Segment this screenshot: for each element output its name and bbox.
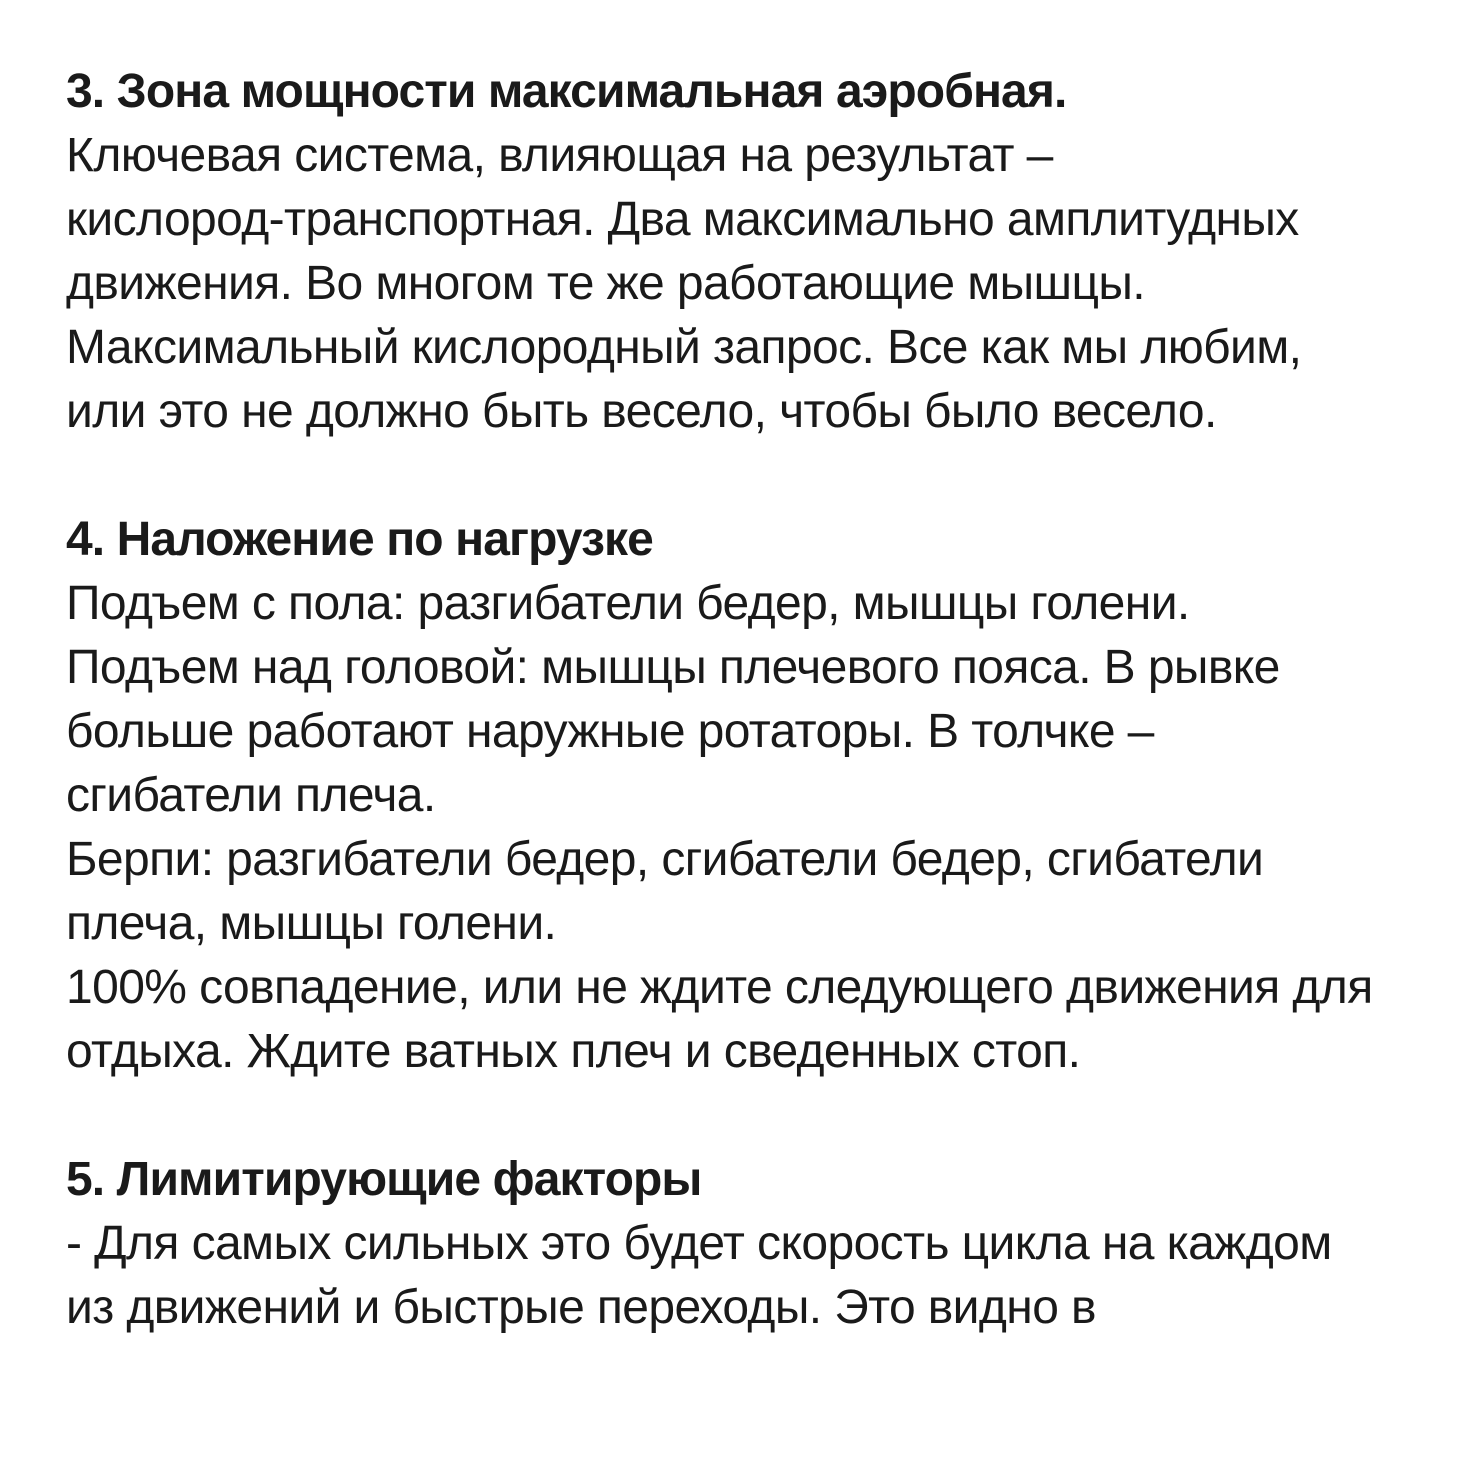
section-load-overlap [66, 508, 1436, 1084]
text-line: из движений и быстрые переходы. Это видно в [66, 1281, 1096, 1334]
text-line: Подъем над головой: мышцы плечевого пояса. В рывке [66, 641, 1280, 694]
section-aerobic-power-zone [66, 60, 1436, 444]
text-line: кислород-транспортная. Два максимально амплитудных [66, 193, 1299, 246]
text-line: больше работают наружные ротаторы. В толчке – [66, 705, 1154, 758]
text-line: 100% совпадение, или не ждите следующего движения для [66, 961, 1373, 1014]
text-line: движения. Во многом те же работающие мышцы. [66, 257, 1145, 310]
text-line: или это не должно быть весело, чтобы было весело. [66, 385, 1217, 438]
text-line: сгибатели плеча. [66, 769, 436, 822]
text-line: плеча, мышцы голени. [66, 897, 557, 950]
section-limiting-factors [66, 1148, 1436, 1340]
text-line: Ключевая система, влияющая на результат – [66, 129, 1053, 182]
text-line: - Для самых сильных это будет скорость цикла на каждом [66, 1217, 1332, 1270]
section-heading: 3. Зона мощности максимальная аэробная. [66, 65, 1067, 118]
text-line: Максимальный кислородный запрос. Все как мы любим, [66, 321, 1302, 374]
document-page [66, 60, 1436, 1340]
section-heading: 4. Наложение по нагрузке [66, 513, 653, 566]
section-heading: 5. Лимитирующие факторы [66, 1153, 702, 1206]
text-line: Подъем с пола: разгибатели бедер, мышцы голени. [66, 577, 1190, 630]
text-line: отдыха. Ждите ватных плеч и сведенных стоп. [66, 1025, 1081, 1078]
text-line: Берпи: разгибатели бедер, сгибатели бедер, сгибатели [66, 833, 1264, 886]
